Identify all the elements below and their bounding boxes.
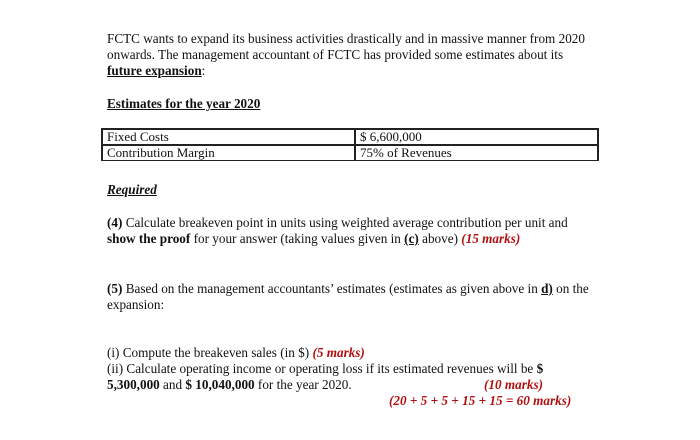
q4-text: Calculate breakeven point in units using weighted average contribution per unit and	[122, 215, 568, 230]
q5ii-amount: $ 5,300,000	[107, 361, 544, 392]
intro-paragraph	[107, 31, 597, 79]
table-row	[102, 129, 598, 145]
q4-text: above)	[418, 231, 462, 246]
q5-number: (5)	[107, 281, 123, 296]
estimates-heading: Estimates for the year 2020	[107, 96, 261, 111]
q5ii-marks: (10 marks)	[484, 377, 543, 392]
table-cell-value: 75% of Revenues	[355, 145, 598, 161]
table-cell-value: $ 6,600,000	[355, 129, 598, 145]
future-expansion-emphasis: future expansion	[107, 63, 202, 78]
required-heading: Required	[107, 182, 157, 197]
q5ii-text: (ii) Calculate operating income or operating loss if its estimated revenues will be	[107, 361, 537, 376]
q4-marks: (15 marks)	[461, 231, 521, 246]
q4-reference: (c)	[404, 231, 419, 246]
q5i-text: (i) Compute the breakeven sales (in $)	[107, 345, 313, 360]
table-cell-label: Contribution Margin	[102, 145, 355, 161]
q5-text: Based on the management accountants’ estimates (estimates as given above in	[122, 281, 542, 296]
q5-reference: d)	[541, 281, 553, 296]
table-row	[102, 145, 598, 161]
q4-text: for your answer (taking values given in	[190, 231, 405, 246]
q5-text: on the expansion:	[107, 281, 589, 312]
intro-colon: :	[201, 63, 206, 78]
q5ii-text: and	[159, 377, 186, 392]
q5ii-text: for the year 2020.	[254, 377, 352, 392]
q5ii-amount: $ 10,040,000	[185, 377, 255, 392]
question-5-i	[107, 345, 597, 361]
intro-text: FCTC wants to expand its business activities drastically and in massive manner from 2020 onwards. The management accountant of FCTC has provided some estimates about its	[107, 31, 585, 62]
question-5	[107, 281, 597, 313]
estimates-table	[101, 128, 601, 161]
question-4	[107, 215, 597, 247]
total-marks: (20 + 5 + 5 + 15 + 15 = 60 marks)	[389, 393, 572, 408]
q4-number: (4)	[107, 215, 123, 230]
q4-show-proof: show the proof	[107, 231, 191, 246]
q5i-marks: (5 marks)	[312, 345, 365, 360]
table-cell-label: Fixed Costs	[102, 129, 355, 145]
